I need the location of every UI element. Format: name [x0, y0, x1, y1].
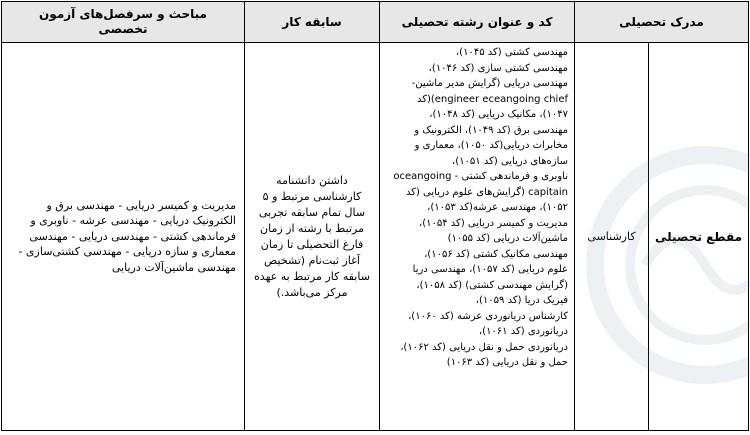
field-line: حمل و نقل دریایی (کد ۱۰۶۳) [446, 357, 568, 368]
header-topics: مباحث و سرفصل‌های آزمون تخصصی [2, 2, 245, 43]
topics-cell: مدیریت و کمیسر دریایی - مهندسی برق و الکترونیک دریایی - مهندسی عرشه - ناوبری و فرماندهی کشتی - مهندسی دریایی - مهندسی معماری و سازه دریایی - مهندسی کشتی‌سازی - مهندسی ماشین‌آلات دریایی [2, 43, 245, 431]
header-degree: مدرک تحصیلی [575, 2, 749, 43]
field-line: فیزیک دریا (کد ۱۰۵۹)، [475, 295, 568, 306]
field-line: ناوبری و فرماندهی کشتی - oceangoing [393, 171, 568, 182]
field-line: ماشین‌آلات دریایی (کد ۱۰۵۵) [447, 233, 568, 244]
requirements-table [1, 1, 749, 431]
field-line: کارشناس دریانوردی عرشه (کد ۱۰۶۰)، [408, 310, 568, 322]
field-line: سازه‌های دریایی (کد ۱۰۵۱)، [452, 155, 568, 167]
header-fields: کد و عنوان رشته تحصیلی [380, 2, 575, 43]
experience-cell: داشتن دانشنامه کارشناسی مرتبط و ۵ سال تمام سابقه تجربی مرتبط با رشته از زمان فارغ التحصیلی تا زمان آغاز ثبت‌نام (تشخیص سابقه کار مرتبط به عهده مرکز می‌باشد.) [245, 43, 380, 431]
field-line: (گرایش مهندسی کشتی) (کد ۱۰۵۸)، [416, 279, 568, 291]
field-line: دریانوردی (کد ۱۰۶۱)، [478, 326, 568, 337]
field-line: capitain (گرایش‌های علوم دریایی (کد [405, 186, 568, 198]
field-line: ۱۰۴۷)، مکانیک دریایی (کد ۱۰۴۸)، [429, 109, 568, 120]
field-line: مهندسی برق (کد ۱۰۴۹)، الکترونیک و [414, 124, 568, 136]
header-experience: سابقه کار [245, 2, 380, 43]
degree-cell: مقطع تحصیلی [649, 43, 749, 431]
field-line: engineer eceangoing chief)(کد [416, 93, 568, 105]
field-line: مهندسی دریایی (گرایش مدیر ماشین- [411, 78, 568, 89]
field-line: مهندسی مکانیک کشتی (کد ۱۰۵۶)، [424, 248, 568, 260]
table-row [2, 43, 749, 431]
fields-list [384, 45, 568, 371]
header-row [2, 2, 749, 43]
field-line: علوم دریایی (کد ۱۰۵۷)، مهندسی دریا [412, 264, 568, 275]
field-line: ۱۰۵۲)، مهندسی عرشه(کد ۱۰۵۳)، [427, 202, 568, 213]
level-cell: کارشناسی [575, 43, 649, 431]
field-line: مخابرات دریایی(کد ۱۰۵۰)، معماری و [414, 140, 568, 151]
fields-cell [380, 43, 575, 431]
field-line: دریانوردی حمل و نقل دریایی (کد ۱۰۶۲)، [400, 341, 568, 353]
field-line: مهندسی کشتی (کد ۱۰۴۵)، [455, 47, 568, 58]
field-line: مهندسی کشتی سازی (کد ۱۰۴۶)، [428, 62, 568, 74]
field-line: مدیریت و کمیسر دریایی (کد ۱۰۵۴)، [419, 217, 568, 229]
